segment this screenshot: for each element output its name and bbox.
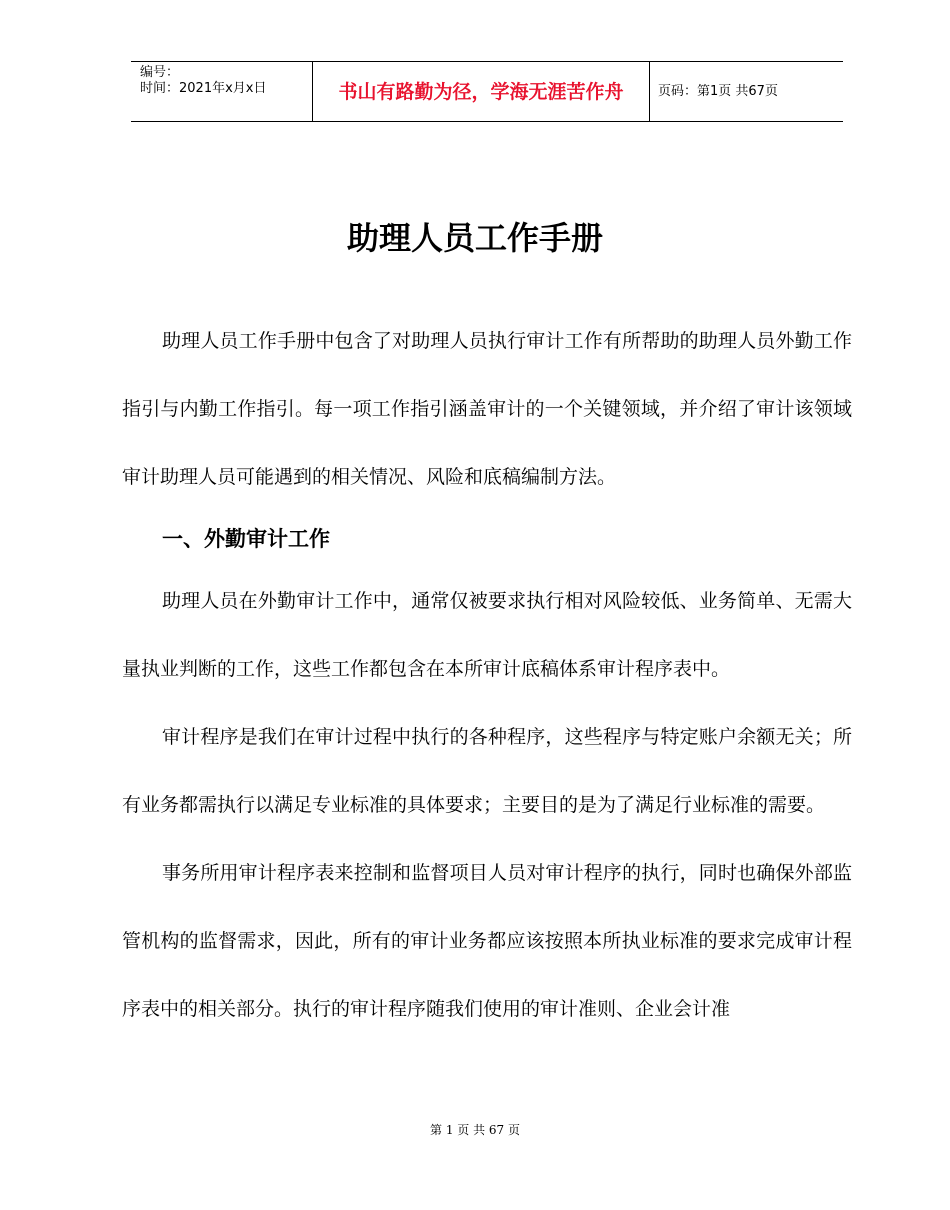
header-motto: 书山有路勤为径，学海无涯苦作舟 <box>338 81 624 103</box>
section-heading: 一、外勤审计工作 <box>162 527 330 551</box>
document-number-label: 编号： <box>140 65 180 80</box>
header-meta <box>140 65 312 97</box>
body-paragraph: 事务所用审计程序表来控制和监督项目人员对审计程序的执行，同时也确保外部监管机构的监督需求，因此，所有的审计业务都应该按照本所执业标准的要求完成审计程序表中的相关部分。执行的审计程序随我们使用的审计准则、企业会计准 <box>122 862 852 1020</box>
document-title: 助理人员工作手册 <box>346 219 603 257</box>
page-header <box>131 61 843 122</box>
body-paragraph: 助理人员在外勤审计工作中，通常仅被要求执行相对风险较低、业务简单、无需大量执业判断的工作，这些工作都包含在本所审计底稿体系审计程序表中。 <box>122 590 852 680</box>
document-time-label: 时间：2021年x月x日 <box>140 81 267 96</box>
header-page-info: 页码：第1页 共67页 <box>658 84 778 99</box>
intro-paragraph: 助理人员工作手册中包含了对助理人员执行审计工作有所帮助的助理人员外勤工作指引与内勤工作指引。每一项工作指引涵盖审计的一个关键领域，并介绍了审计该领域审计助理人员可能遇到的相关情况、风险和底稿编制方法。 <box>122 330 852 488</box>
body-paragraph: 审计程序是我们在审计过程中执行的各种程序，这些程序与特定账户余额无关；所有业务都需执行以满足专业标准的具体要求；主要目的是为了满足行业标准的需要。 <box>122 726 852 816</box>
document-body <box>122 307 852 1043</box>
header-divider <box>649 62 650 122</box>
page-footer: 第 1 页 共 67 页 <box>430 1123 520 1137</box>
